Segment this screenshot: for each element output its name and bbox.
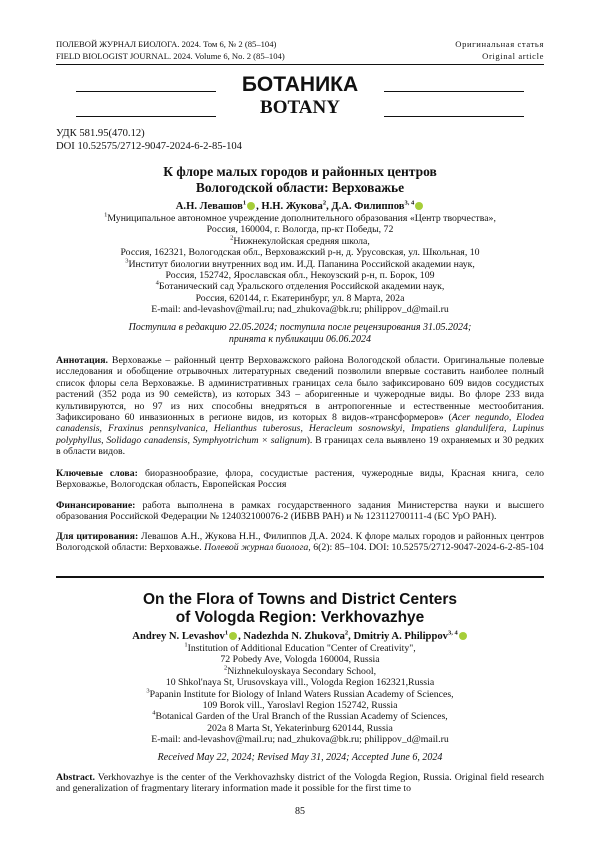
author-sup: 1 (242, 199, 247, 207)
species-name: Heracleum sosnowskyi (308, 423, 403, 435)
authors-en: Andrey N. Levashov$^1$ , Nadezhda N. Zhukova$^2$, Dmitriy A. Philippov$^{3, 4}$ (56, 631, 544, 643)
aff-text: Институт биологии внутренних вод им. И.Д. Папанина Российской академии наук, (128, 258, 475, 270)
article-type-en: Original article (482, 51, 544, 61)
affiliation-line (56, 293, 544, 304)
affiliation-line (56, 654, 544, 665)
author-name: Д.А. Филиппов (331, 201, 405, 212)
keywords-text: биоразнообразие, флора, сосудистые растения, чужеродные виды, Красная книга, село Верховажье, Вологодская область, Европейская Россия (56, 468, 544, 491)
abstract-text: Verkhovazhye is the center of the Verkhovazhsky district of the Vologda Region, Russia. Original field research and generalization of fragmentary literary information made it possible for the first time to (56, 772, 544, 795)
funding-ru (56, 500, 544, 523)
page-number: 85 (295, 806, 305, 817)
article-type-ru: Оригинальная статья (455, 39, 544, 49)
email-line[interactable] (56, 734, 544, 745)
abstract-label: Abstract. (56, 772, 95, 783)
email-line[interactable] (56, 304, 544, 315)
aff-sup: 2 (223, 664, 228, 672)
aff-text: 202a 8 Marta St, Yekaterinburg 620144, Russia (207, 722, 393, 734)
author-name: Dmitriy A. Philippov (353, 631, 448, 642)
author-name: Andrey N. Levashov (132, 631, 225, 642)
citation-ru (56, 531, 544, 554)
section-title-ru: БОТАНИКА (241, 73, 359, 96)
funding-label: Финансирование: (56, 500, 136, 511)
header-rule (56, 64, 544, 65)
citation-journal: Полевой журнал биолога (204, 542, 309, 554)
section-title-en: BOTANY (260, 97, 340, 118)
sep: , (99, 423, 108, 435)
aff-sup: 1 (104, 211, 108, 219)
aff-text: Россия, 160004, г. Вологда, пр-кт Победы, 72 (206, 224, 394, 236)
aff-text: Ботанический сад Уральского отделения Российской академии наук, (158, 281, 445, 293)
sep: , (402, 423, 411, 435)
sep: , (187, 434, 193, 446)
affiliations-en (56, 643, 544, 746)
abstract-text: Верховажье – районный центр Верховажского района Вологодской области. Оригинальные полевые исследования и обобщение отрывочных литературных сведений позволили впервые составить наиболее полный список флоры села Верховажье. В административных границах села было зафиксировано 609 видов сосудистых растений (352 рода из 90 семейств), из которых 343 – аборигенные и чужеродные виды. Во флоре 233 вида культивируются, но 97 из них способны внедряться в антропогенные и естественные местообитания. Зафиксировано 60 инвазионных в регионе видов, из которых 8 видов-«трансформеров» ( (56, 355, 544, 424)
aff-text: Нижнекулойская средняя школа, (233, 235, 370, 247)
author-sup: 2 (322, 199, 327, 207)
affiliation-line (56, 677, 544, 688)
email-text[interactable]: E-mail: and-levashov@mail.ru; nad_zhukova@bk.ru; philippov_d@mail.ru (151, 734, 449, 746)
keywords-label: Ключевые слова: (56, 468, 138, 479)
author-sup: 3, 4 (447, 629, 458, 637)
affiliation-line (56, 711, 544, 722)
aff-text: Nizhnekuloyskaya Secondary School, (227, 665, 377, 677)
title-en-line-1: On the Flora of Towns and District Centers (142, 591, 458, 608)
udc: УДК 581.95(470.12) (56, 128, 145, 139)
keywords-ru (56, 468, 544, 491)
aff-text: 72 Pobedy Ave, Vologda 160004, Russia (220, 654, 380, 666)
sep: , (205, 423, 214, 435)
sep: , (503, 423, 513, 435)
affiliation-line (56, 700, 544, 711)
species-name: Solidago canadensis (106, 434, 188, 446)
affiliation-line (56, 643, 544, 654)
aff-sup: 4 (155, 280, 159, 288)
affiliation-line (56, 723, 544, 734)
aff-text: Муниципальное автономное учреждение дополнительного образования «Центр творчества», (107, 213, 496, 224)
affiliation-line (56, 259, 544, 270)
dates-ru-line-2: принята к публикации 06.06.2024 (228, 334, 372, 345)
title-en-line-2: of Vologda Region: Verkhovazhye (175, 609, 425, 626)
affiliation-line (56, 213, 544, 224)
orcid-icon[interactable] (459, 632, 467, 640)
affiliation-line (56, 666, 544, 677)
dates-en: Received May 22, 2024; Revised May 31, 2024; Accepted June 6, 2024 (157, 752, 443, 763)
email-text[interactable]: E-mail: and-levashov@mail.ru; nad_zhukova@bk.ru; philippov_d@mail.ru (151, 304, 449, 316)
orcid-icon[interactable] (415, 202, 423, 210)
affiliations-ru (56, 213, 544, 316)
author-sup: 3, 4 (404, 199, 415, 207)
journal-header-ru: ПОЛЕВОЙ ЖУРНАЛ БИОЛОГА. 2024. Том 6, № 2 (85–104) (56, 39, 277, 49)
species-name: Symphyotrichum × salignum (192, 434, 307, 446)
aff-text: Россия, 152742, Ярославская обл., Некоузский р-н, п. Борок, 109 (165, 270, 435, 282)
abstract-en (56, 772, 544, 795)
aff-sup: 4 (152, 710, 156, 718)
author-name: А.Н. Левашов (175, 201, 243, 212)
authors-ru: А.Н. Левашов$^1$ , Н.Н. Жукова$^2$, Д.А. Филиппов$^{3, 4}$ (56, 201, 544, 213)
aff-text: Botanical Garden of the Ural Branch of the Russian Academy of Sciences, (155, 711, 448, 723)
aff-text: Россия, 620144, г. Екатеринбург, ул. 8 Марта, 202а (195, 292, 405, 304)
doi: DOI 10.52575/2712-9047-2024-6-2-85-104 (56, 141, 242, 152)
funding-text: работа выполнена в рамках государственного задания Министерства науки и высшего образования Российской Федерации № 124032100076-2 (ИБВВ РАН) и № 123112700111-4 (БС УрО РАН). (56, 500, 544, 523)
citation-text: Левашов А.Н., Жукова Н.Н., Филиппов Д.А. 2024. К флоре малых городов и районных центров Вологодской области: Верховажье. (56, 531, 544, 554)
affiliation-line (56, 689, 544, 700)
species-name: Impatiens glandulifera (410, 423, 504, 435)
aff-text: 10 Shkol'naya St, Urusovskaya vill., Vologda Region 162321,Russia (165, 677, 435, 689)
species-name: Elodea canadensis (56, 412, 544, 435)
affiliation-line (56, 247, 544, 258)
aff-sup: 3 (125, 257, 129, 265)
sep: , (508, 412, 517, 424)
citation-label: Для цитирования: (56, 531, 139, 542)
abstract-ru (56, 355, 544, 458)
section-divider (56, 576, 544, 578)
sep: , (300, 423, 309, 435)
journal-header-en: FIELD BIOLOGIST JOURNAL. 2024. Volume 6, No. 2 (85–104) (56, 51, 285, 61)
citation-text: , 6(2): 85–104. DOI: 10.52575/2712-9047-2024-6-2-85-104 (308, 542, 544, 554)
aff-text: Papanin Institute for Biology of Inland Waters Russian Academy of Sciences, (149, 688, 454, 700)
orcid-icon[interactable] (247, 202, 255, 210)
author-sup: 1 (224, 629, 229, 637)
aff-text: Россия, 162321, Вологодская обл., Верховажский р-н, д. Урусовская, ул. Школьная, 10 (120, 247, 480, 259)
aff-text: 109 Borok vill., Yaroslavl Region 152742, Russia (202, 700, 398, 712)
dates-ru-line-1: Поступила в редакцию 22.05.2024; поступила после рецензирования 31.05.2024; (128, 322, 472, 333)
species-name: Lupinus polyphyllus (56, 423, 544, 446)
affiliation-line (56, 270, 544, 281)
abstract-text: ). В границах села выявлено 19 охраняемых и 30 редких в области видов. (56, 434, 545, 458)
sep: , (101, 434, 107, 446)
orcid-icon[interactable] (229, 632, 237, 640)
affiliation-line (56, 281, 544, 292)
affiliation-line (56, 236, 544, 247)
author-name: Н.Н. Жукова (261, 201, 323, 212)
title-ru-line-1: К флоре малых городов и районных центров (163, 164, 437, 179)
species-name: Helianthus tuberosus (213, 423, 301, 435)
author-name: Nadezhda N. Zhukova (243, 631, 345, 642)
aff-sup: 3 (146, 687, 150, 695)
aff-sup: 2 (230, 234, 234, 242)
aff-text: Institution of Additional Education "Center of Creativity", (187, 643, 416, 654)
species-name: Fraxinus pennsylvanica (107, 423, 206, 435)
aff-sup: 1 (184, 641, 188, 649)
species-name: Acer negundo (451, 412, 509, 424)
title-ru-line-2: Вологодской области: Верховажье (195, 180, 405, 195)
author-sup: 2 (344, 629, 349, 637)
abstract-label: Аннотация. (56, 355, 109, 366)
affiliation-line (56, 224, 544, 235)
